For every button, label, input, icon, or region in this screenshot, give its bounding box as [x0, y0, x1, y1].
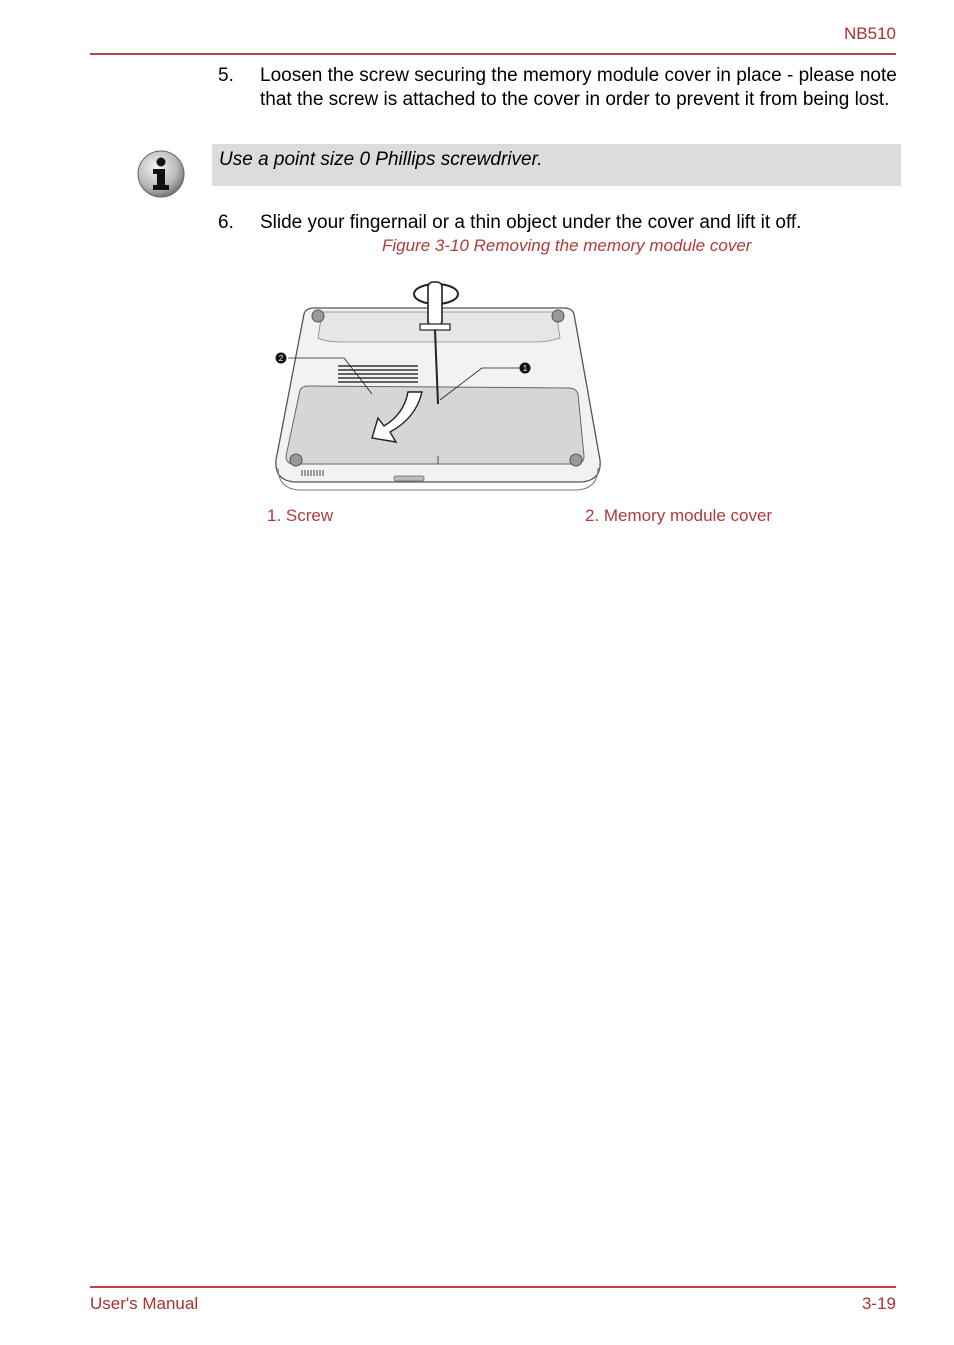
callout-2 [276, 353, 287, 364]
footer-rule [90, 1286, 896, 1288]
header-model: NB510 [844, 24, 896, 43]
footer-page-number: 3-19 [861, 1294, 896, 1313]
callout-2-label: 2 [278, 354, 284, 363]
header-rule [90, 53, 896, 55]
step-number: 5. [218, 65, 234, 86]
step-number: 6. [218, 212, 234, 233]
step-text: Slide your fingernail or a thin object under the cover and lift it off. [260, 212, 802, 233]
footer-manual-title: User's Manual [90, 1294, 199, 1313]
note-text: Use a point size 0 Phillips screwdriver. [219, 149, 543, 170]
info-icon [136, 149, 186, 199]
callout-1-label: 1 [522, 364, 528, 373]
legend-memory-module-cover: 2. Memory module cover [585, 506, 773, 525]
legend-screw: 1. Screw [267, 506, 334, 525]
figure-caption: Figure 3-10 Removing the memory module cover [382, 236, 752, 255]
callout-1 [520, 363, 531, 374]
step-text: Loosen the screw securing the memory module cover in place - please note that the screw is attached to the cover in order to prevent it from being lost. [260, 65, 897, 110]
laptop-underside-illustration [266, 272, 610, 500]
note-box [212, 144, 901, 186]
